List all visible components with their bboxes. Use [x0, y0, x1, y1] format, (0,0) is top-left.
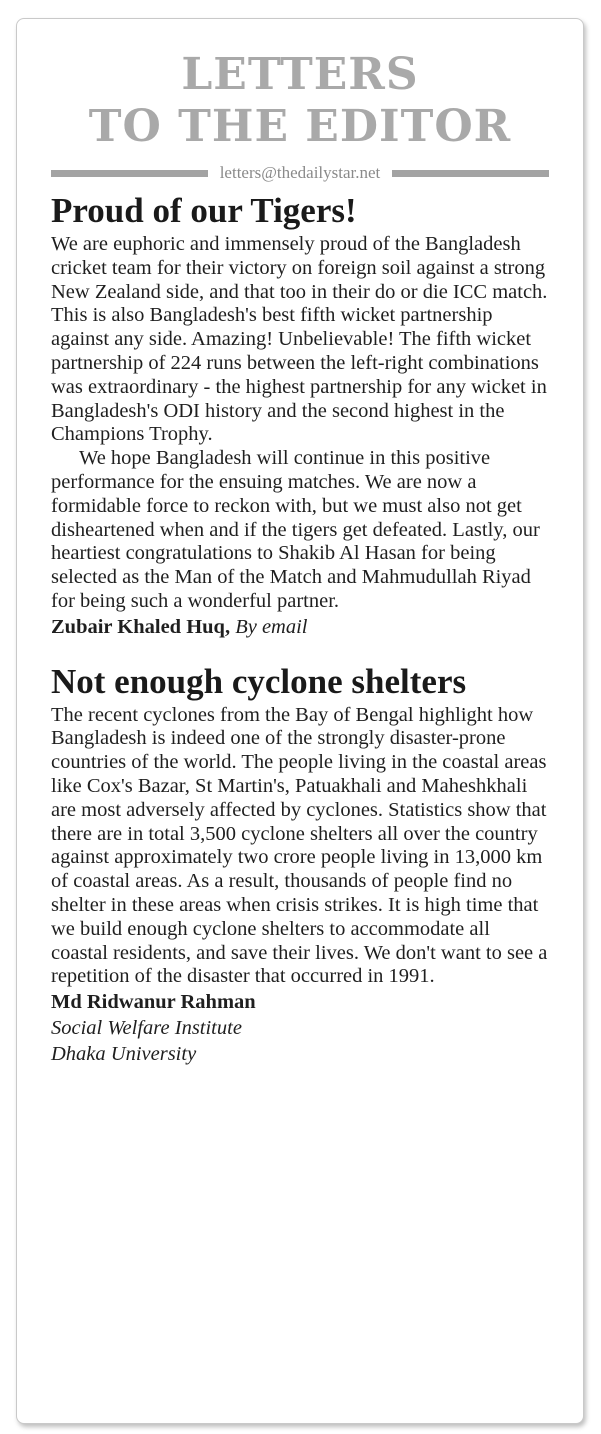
- author-name: Md Ridwanur Rahman: [51, 991, 256, 1014]
- letter-1: [51, 191, 551, 640]
- letter-title: Proud of our Tigers!: [51, 191, 357, 230]
- letter-2: [51, 662, 551, 1068]
- letters-card: [16, 18, 584, 1424]
- letter-signature: [51, 616, 551, 640]
- author-note: By email: [235, 615, 308, 638]
- masthead-line-1: LETTERS: [181, 49, 419, 100]
- masthead: [17, 49, 583, 153]
- email-row: [51, 163, 549, 183]
- author-name: Zubair Khaled Huq,: [51, 615, 231, 638]
- letter-paragraph: We hope Bangladesh will continue in this positive performance for the ensuing matches. We are now a formidable force to reckon with, but we must also not get disheartened when and if the tigers get defeated. Lastly, our heartiest congratulations to Shakib Al Hasan for being selected as the Man of the Match and Mahmudullah Riyad for being such a wonderful partner.: [51, 447, 540, 612]
- letters-content: [17, 191, 583, 1067]
- letter-title: Not enough cyclone shelters: [51, 661, 467, 701]
- author-affiliation: Dhaka University: [51, 1043, 197, 1066]
- letter-paragraph: We are euphoric and immensely proud of the Bangladesh cricket team for their victory on foreign soil against a strong New Zealand side, and that too in their do or die ICC match. This is also Bangladesh's best fifth wicket partnership against any side. Amazing! Unbelievable! The fifth wicket partnership of 224 runs between the left-right combinations was extraordinary - the highest partnership for any wicket in Bangladesh's ODI history and the second highest in the Champions Trophy.: [51, 233, 548, 446]
- author-affiliation: Social Welfare Institute: [51, 1017, 242, 1040]
- letter-paragraph: The recent cyclones from the Bay of Bengal highlight how Bangladesh is indeed one of the strongly disaster-prone countries of the world. The people living in the coastal areas like Cox's Bazar, St Martin's, Patuakhali and Maheshkhali are most adversely affected by cyclones. Statistics show that there are in total 3,500 cyclone shelters all over the country against approximately two crore people living in 13,000 km of coastal areas. As a result, thousands of people find no shelter in these areas when crisis strikes. It is high time that we build enough cyclone shelters to accommodate all coastal residents, and save their lives. We don't want to see a repetition of the disaster that occurred in 1991.: [51, 703, 548, 988]
- divider-right: [392, 170, 549, 177]
- editor-email-link[interactable]: letters@thedailystar.net: [219, 163, 381, 182]
- divider-left: [51, 170, 208, 177]
- masthead-line-2: TO THE EDITOR: [88, 101, 512, 152]
